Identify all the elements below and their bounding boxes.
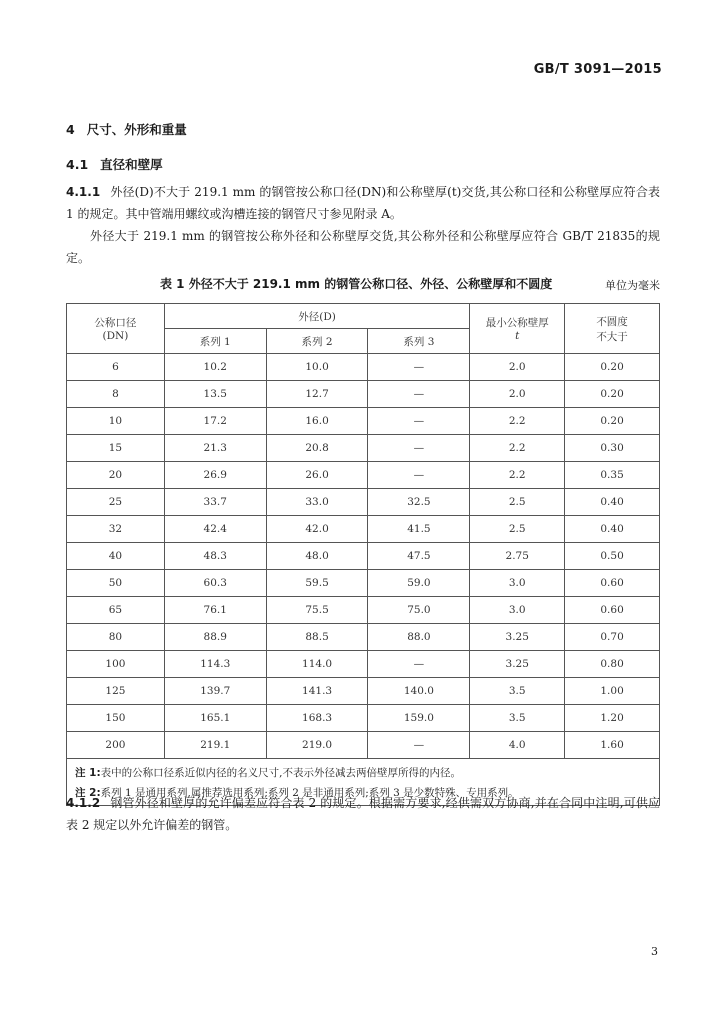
table-cell: 0.40: [565, 516, 660, 543]
table-row: [67, 435, 660, 462]
header-outside-diameter: 外径(D): [164, 304, 469, 329]
table-cell: 0.40: [565, 489, 660, 516]
table-cell: 1.00: [565, 678, 660, 705]
section-number: 4.1: [66, 157, 89, 172]
table-cell: 10.0: [266, 354, 368, 381]
note-label: 注 2:: [75, 786, 101, 799]
table-cell: 0.35: [565, 462, 660, 489]
section-title: 直径和壁厚: [100, 157, 163, 172]
table-cell: 10: [67, 408, 165, 435]
table-cell: 8: [67, 381, 165, 408]
table-cell: 165.1: [164, 705, 266, 732]
table-cell: 0.50: [565, 543, 660, 570]
table-row: [67, 489, 660, 516]
standard-code: GB/T 3091—2015: [533, 62, 662, 77]
table-cell: 32.5: [368, 489, 470, 516]
table-cell: 2.2: [470, 408, 565, 435]
note-text: 表中的公称口径系近似内径的名义尺寸,不表示外径减去两倍壁厚所得的内径。: [100, 766, 462, 779]
table-row: [67, 705, 660, 732]
table-row: [67, 570, 660, 597]
section-heading: [66, 155, 163, 173]
table-cell: 3.5: [470, 705, 565, 732]
table-cell: 6: [67, 354, 165, 381]
table-cell: 60.3: [164, 570, 266, 597]
paragraph-4-1-2: [66, 792, 660, 836]
table-cell: 20: [67, 462, 165, 489]
table-cell: 88.5: [266, 624, 368, 651]
table-cell: 3.0: [470, 570, 565, 597]
header-series-2: 系列 2: [266, 329, 368, 354]
chapter-title: 尺寸、外形和重量: [86, 122, 187, 137]
table-cell: 100: [67, 651, 165, 678]
table-cell: 2.5: [470, 489, 565, 516]
chapter-number: 4: [66, 122, 75, 137]
table-cell: 42.0: [266, 516, 368, 543]
header-ovality: 不圆度 不大于: [565, 304, 660, 354]
table-cell: 114.3: [164, 651, 266, 678]
table-cell: 200: [67, 732, 165, 759]
table-row: [67, 543, 660, 570]
table-cell: 75.0: [368, 597, 470, 624]
table-cell: 3.25: [470, 651, 565, 678]
paragraph-4-1-1-continued: 外径大于 219.1 mm 的钢管按公称外径和公称壁厚交货,其公称外径和公称壁厚应符合 GB/T 21835的规定。: [66, 229, 660, 265]
table-cell: 219.1: [164, 732, 266, 759]
table-row: [67, 381, 660, 408]
table-row: [67, 732, 660, 759]
paragraph-text: 外径(D)不大于 219.1 mm 的钢管按公称口径(DN)和公称壁厚(t)交货,其公称口径和公称壁厚应符合表 1 的规定。其中管端用螺纹或沟槽连接的钢管尺寸参见附录 A。: [66, 185, 660, 221]
table-cell: 42.4: [164, 516, 266, 543]
clause-number: 4.1.1: [66, 185, 101, 199]
table-cell: 32: [67, 516, 165, 543]
table-cell: 0.20: [565, 408, 660, 435]
table-cell: 12.7: [266, 381, 368, 408]
note-text: 系列 1 是通用系列,属推荐选用系列;系列 2 是非通用系列;系列 3 是少数特殊、专用系列。: [100, 786, 519, 799]
table-header-row: [67, 304, 660, 329]
table-cell: 3.5: [470, 678, 565, 705]
table-cell: 2.0: [470, 381, 565, 408]
table-cell: 1.20: [565, 705, 660, 732]
table-cell: 0.20: [565, 354, 660, 381]
table-cell: 48.0: [266, 543, 368, 570]
paragraph-4-1-1: [66, 181, 660, 225]
table-cell: 13.5: [164, 381, 266, 408]
table-cell: 40: [67, 543, 165, 570]
table-cell: 219.0: [266, 732, 368, 759]
table-row: [67, 624, 660, 651]
table-cell: 20.8: [266, 435, 368, 462]
table-cell: —: [368, 462, 470, 489]
table-cell: —: [368, 381, 470, 408]
table-cell: 2.5: [470, 516, 565, 543]
table-cell: 0.20: [565, 381, 660, 408]
table-cell: 59.0: [368, 570, 470, 597]
table-cell: —: [368, 435, 470, 462]
page-number: 3: [651, 945, 658, 958]
table-cell: —: [368, 651, 470, 678]
chapter-heading: [66, 120, 187, 138]
note-label: 注 1:: [75, 766, 101, 779]
table-cell: 21.3: [164, 435, 266, 462]
header-min-wall: 最小公称壁厚 t: [470, 304, 565, 354]
table-cell: 0.60: [565, 570, 660, 597]
clause-number: 4.1.2: [66, 796, 101, 810]
table-cell: 75.5: [266, 597, 368, 624]
table-cell: 17.2: [164, 408, 266, 435]
table-cell: 140.0: [368, 678, 470, 705]
table-row: [67, 462, 660, 489]
table-caption-row: [66, 275, 660, 293]
table-cell: 47.5: [368, 543, 470, 570]
table-row: [67, 597, 660, 624]
table-row: [67, 651, 660, 678]
table-cell: 1.60: [565, 732, 660, 759]
table-cell: 0.80: [565, 651, 660, 678]
table-cell: 65: [67, 597, 165, 624]
header-series-1: 系列 1: [164, 329, 266, 354]
table-cell: 26.0: [266, 462, 368, 489]
table-cell: —: [368, 408, 470, 435]
table-cell: 2.2: [470, 462, 565, 489]
table-row: [67, 678, 660, 705]
table-note-row: [67, 759, 660, 783]
table-row: [67, 408, 660, 435]
table-cell: 33.7: [164, 489, 266, 516]
table-cell: 2.2: [470, 435, 565, 462]
table-cell: 26.9: [164, 462, 266, 489]
table-unit: 单位为毫米: [605, 279, 660, 292]
table-cell: 41.5: [368, 516, 470, 543]
table-cell: 48.3: [164, 543, 266, 570]
table-note: [67, 759, 660, 783]
pipe-dimension-table: [66, 303, 660, 806]
header-dn: 公称口径 (DN): [67, 304, 165, 354]
table-cell: 3.25: [470, 624, 565, 651]
table-cell: 141.3: [266, 678, 368, 705]
table-cell: 2.0: [470, 354, 565, 381]
table-cell: 125: [67, 678, 165, 705]
table-cell: 50: [67, 570, 165, 597]
table-cell: 0.70: [565, 624, 660, 651]
table-cell: 0.30: [565, 435, 660, 462]
table-title: 表 1 外径不大于 219.1 mm 的钢管公称口径、外径、公称壁厚和不圆度: [160, 277, 553, 291]
table-cell: —: [368, 354, 470, 381]
table-cell: 114.0: [266, 651, 368, 678]
table-cell: 59.5: [266, 570, 368, 597]
table-cell: 80: [67, 624, 165, 651]
table-cell: 0.60: [565, 597, 660, 624]
table-cell: 88.9: [164, 624, 266, 651]
table-cell: —: [368, 732, 470, 759]
table-cell: 16.0: [266, 408, 368, 435]
table-cell: 76.1: [164, 597, 266, 624]
table-cell: 4.0: [470, 732, 565, 759]
table-row: [67, 516, 660, 543]
table-cell: 139.7: [164, 678, 266, 705]
table-cell: 33.0: [266, 489, 368, 516]
table-cell: 3.0: [470, 597, 565, 624]
table-cell: 150: [67, 705, 165, 732]
table-cell: 168.3: [266, 705, 368, 732]
table-cell: 159.0: [368, 705, 470, 732]
table-cell: 10.2: [164, 354, 266, 381]
table-cell: 88.0: [368, 624, 470, 651]
header-series-3: 系列 3: [368, 329, 470, 354]
table-cell: 25: [67, 489, 165, 516]
paragraph-text: 钢管外径和壁厚的允许偏差应符合表 2 的规定。根据需方要求,经供需双方协商,并在合同中注明,可供应表 2 规定以外允许偏差的钢管。: [66, 796, 660, 832]
table-row: [67, 354, 660, 381]
table-cell: 2.75: [470, 543, 565, 570]
table-cell: 15: [67, 435, 165, 462]
